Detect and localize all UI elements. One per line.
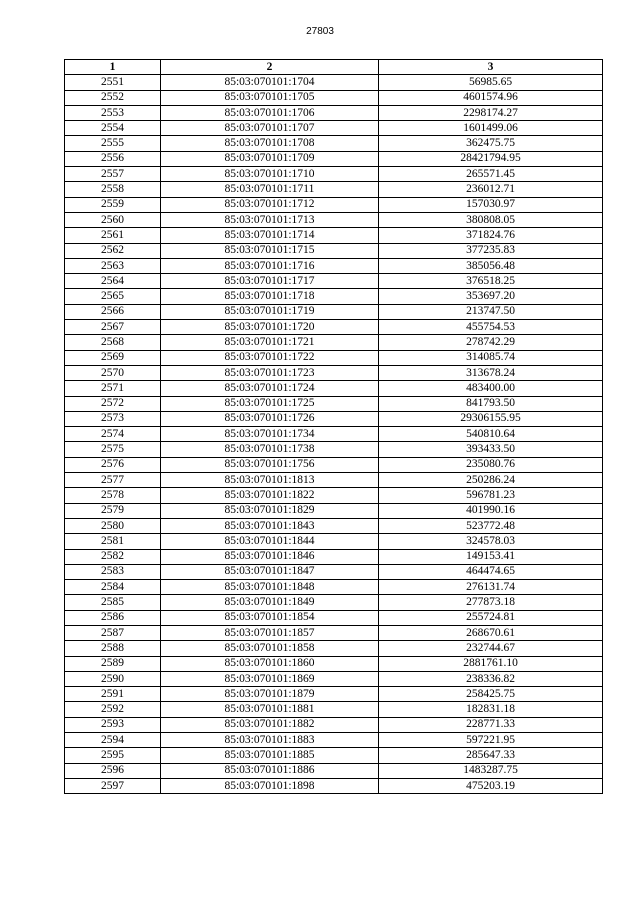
cadastral-number-cell: 85:03:070101:1883 — [161, 733, 379, 748]
cadastral-number-cell: 85:03:070101:1712 — [161, 197, 379, 212]
cadastral-number-cell: 85:03:070101:1710 — [161, 167, 379, 182]
value-cell: 841793.50 — [379, 396, 603, 411]
row-number-cell: 2583 — [65, 564, 161, 579]
value-cell: 213747.50 — [379, 304, 603, 319]
cadastral-number-cell: 85:03:070101:1898 — [161, 778, 379, 793]
cadastral-number-cell: 85:03:070101:1822 — [161, 488, 379, 503]
table-row — [65, 182, 603, 197]
table-row — [65, 702, 603, 717]
table-row — [65, 75, 603, 90]
table-row — [65, 243, 603, 258]
row-number-cell: 2588 — [65, 641, 161, 656]
value-cell: 377235.83 — [379, 243, 603, 258]
row-number-cell: 2554 — [65, 121, 161, 136]
value-cell: 4601574.96 — [379, 90, 603, 105]
cadastral-number-cell: 85:03:070101:1869 — [161, 671, 379, 686]
table-row — [65, 136, 603, 151]
value-cell: 232744.67 — [379, 641, 603, 656]
cadastral-number-cell: 85:03:070101:1857 — [161, 625, 379, 640]
cadastral-number-cell: 85:03:070101:1843 — [161, 518, 379, 533]
row-number-cell: 2574 — [65, 427, 161, 442]
row-number-cell: 2575 — [65, 442, 161, 457]
table-row — [65, 381, 603, 396]
cadastral-value-table — [64, 59, 603, 794]
cadastral-number-cell: 85:03:070101:1717 — [161, 274, 379, 289]
value-cell: 268670.61 — [379, 625, 603, 640]
row-number-cell: 2578 — [65, 488, 161, 503]
row-number-cell: 2557 — [65, 167, 161, 182]
value-cell: 313678.24 — [379, 365, 603, 380]
row-number-cell: 2596 — [65, 763, 161, 778]
cadastral-number-cell: 85:03:070101:1848 — [161, 580, 379, 595]
cadastral-number-cell: 85:03:070101:1734 — [161, 427, 379, 442]
row-number-cell: 2569 — [65, 350, 161, 365]
value-cell: 1601499.06 — [379, 121, 603, 136]
table-row — [65, 610, 603, 625]
value-cell: 182831.18 — [379, 702, 603, 717]
table-row — [65, 748, 603, 763]
table-row — [65, 733, 603, 748]
cadastral-number-cell: 85:03:070101:1879 — [161, 687, 379, 702]
cadastral-number-cell: 85:03:070101:1881 — [161, 702, 379, 717]
value-cell: 324578.03 — [379, 534, 603, 549]
value-cell: 236012.71 — [379, 182, 603, 197]
table-row — [65, 503, 603, 518]
row-number-cell: 2594 — [65, 733, 161, 748]
value-cell: 455754.53 — [379, 320, 603, 335]
cadastral-number-cell: 85:03:070101:1721 — [161, 335, 379, 350]
column-header-3: 3 — [379, 60, 603, 75]
row-number-cell: 2573 — [65, 411, 161, 426]
table-row — [65, 534, 603, 549]
row-number-cell: 2555 — [65, 136, 161, 151]
row-number-cell: 2577 — [65, 473, 161, 488]
value-cell: 228771.33 — [379, 717, 603, 732]
value-cell: 265571.45 — [379, 167, 603, 182]
value-cell: 157030.97 — [379, 197, 603, 212]
cadastral-number-cell: 85:03:070101:1706 — [161, 105, 379, 120]
value-cell: 149153.41 — [379, 549, 603, 564]
table-row — [65, 763, 603, 778]
cadastral-number-cell: 85:03:070101:1705 — [161, 90, 379, 105]
row-number-cell: 2566 — [65, 304, 161, 319]
row-number-cell: 2553 — [65, 105, 161, 120]
row-number-cell: 2584 — [65, 580, 161, 595]
value-cell: 2298174.27 — [379, 105, 603, 120]
table-row — [65, 427, 603, 442]
table-row — [65, 335, 603, 350]
table-row — [65, 105, 603, 120]
cadastral-number-cell: 85:03:070101:1713 — [161, 212, 379, 227]
value-cell: 250286.24 — [379, 473, 603, 488]
page-number: 27803 — [306, 26, 334, 37]
cadastral-number-cell: 85:03:070101:1846 — [161, 549, 379, 564]
cadastral-number-cell: 85:03:070101:1849 — [161, 595, 379, 610]
value-cell: 483400.00 — [379, 381, 603, 396]
table-row — [65, 442, 603, 457]
row-number-cell: 2552 — [65, 90, 161, 105]
table-row — [65, 671, 603, 686]
row-number-cell: 2591 — [65, 687, 161, 702]
row-number-cell: 2579 — [65, 503, 161, 518]
cadastral-number-cell: 85:03:070101:1860 — [161, 656, 379, 671]
row-number-cell: 2585 — [65, 595, 161, 610]
row-number-cell: 2586 — [65, 610, 161, 625]
row-number-cell: 2568 — [65, 335, 161, 350]
value-cell: 380808.05 — [379, 212, 603, 227]
table-row — [65, 167, 603, 182]
cadastral-number-cell: 85:03:070101:1829 — [161, 503, 379, 518]
table-row — [65, 90, 603, 105]
cadastral-number-cell: 85:03:070101:1725 — [161, 396, 379, 411]
value-cell: 401990.16 — [379, 503, 603, 518]
table-row — [65, 320, 603, 335]
column-header-2: 2 — [161, 60, 379, 75]
row-number-cell: 2590 — [65, 671, 161, 686]
row-number-cell: 2571 — [65, 381, 161, 396]
table-row — [65, 121, 603, 136]
row-number-cell: 2564 — [65, 274, 161, 289]
table-row — [65, 411, 603, 426]
value-cell: 235080.76 — [379, 457, 603, 472]
row-number-cell: 2595 — [65, 748, 161, 763]
value-cell: 376518.25 — [379, 274, 603, 289]
value-cell: 523772.48 — [379, 518, 603, 533]
table-row — [65, 595, 603, 610]
cadastral-number-cell: 85:03:070101:1718 — [161, 289, 379, 304]
table-row — [65, 473, 603, 488]
header-row — [65, 60, 603, 75]
value-cell: 29306155.95 — [379, 411, 603, 426]
row-number-cell: 2565 — [65, 289, 161, 304]
cadastral-number-cell: 85:03:070101:1847 — [161, 564, 379, 579]
value-cell: 56985.65 — [379, 75, 603, 90]
value-cell: 597221.95 — [379, 733, 603, 748]
table-row — [65, 365, 603, 380]
table-row — [65, 212, 603, 227]
table-row — [65, 304, 603, 319]
table-body — [65, 75, 603, 794]
row-number-cell: 2560 — [65, 212, 161, 227]
table-row — [65, 151, 603, 166]
row-number-cell: 2581 — [65, 534, 161, 549]
row-number-cell: 2589 — [65, 656, 161, 671]
table-row — [65, 625, 603, 640]
cadastral-number-cell: 85:03:070101:1719 — [161, 304, 379, 319]
value-cell: 258425.75 — [379, 687, 603, 702]
cadastral-number-cell: 85:03:070101:1844 — [161, 534, 379, 549]
table-row — [65, 228, 603, 243]
column-header-1: 1 — [65, 60, 161, 75]
cadastral-number-cell: 85:03:070101:1716 — [161, 258, 379, 273]
row-number-cell: 2567 — [65, 320, 161, 335]
cadastral-number-cell: 85:03:070101:1723 — [161, 365, 379, 380]
value-cell: 2881761.10 — [379, 656, 603, 671]
table-row — [65, 549, 603, 564]
cadastral-number-cell: 85:03:070101:1720 — [161, 320, 379, 335]
value-cell: 385056.48 — [379, 258, 603, 273]
value-cell: 475203.19 — [379, 778, 603, 793]
table-row — [65, 457, 603, 472]
value-cell: 596781.23 — [379, 488, 603, 503]
row-number-cell: 2593 — [65, 717, 161, 732]
value-cell: 540810.64 — [379, 427, 603, 442]
row-number-cell: 2592 — [65, 702, 161, 717]
row-number-cell: 2551 — [65, 75, 161, 90]
table-row — [65, 641, 603, 656]
value-cell: 464474.65 — [379, 564, 603, 579]
table-row — [65, 656, 603, 671]
row-number-cell: 2559 — [65, 197, 161, 212]
row-number-cell: 2580 — [65, 518, 161, 533]
table-row — [65, 778, 603, 793]
value-cell: 285647.33 — [379, 748, 603, 763]
cadastral-number-cell: 85:03:070101:1738 — [161, 442, 379, 457]
cadastral-number-cell: 85:03:070101:1708 — [161, 136, 379, 151]
cadastral-number-cell: 85:03:070101:1885 — [161, 748, 379, 763]
cadastral-number-cell: 85:03:070101:1722 — [161, 350, 379, 365]
value-cell: 1483287.75 — [379, 763, 603, 778]
value-cell: 28421794.95 — [379, 151, 603, 166]
row-number-cell: 2570 — [65, 365, 161, 380]
value-cell: 393433.50 — [379, 442, 603, 457]
cadastral-number-cell: 85:03:070101:1756 — [161, 457, 379, 472]
cadastral-number-cell: 85:03:070101:1711 — [161, 182, 379, 197]
cadastral-number-cell: 85:03:070101:1714 — [161, 228, 379, 243]
row-number-cell: 2558 — [65, 182, 161, 197]
row-number-cell: 2582 — [65, 549, 161, 564]
cadastral-number-cell: 85:03:070101:1813 — [161, 473, 379, 488]
cadastral-number-cell: 85:03:070101:1726 — [161, 411, 379, 426]
value-cell: 277873.18 — [379, 595, 603, 610]
table-row — [65, 197, 603, 212]
row-number-cell: 2556 — [65, 151, 161, 166]
row-number-cell: 2572 — [65, 396, 161, 411]
value-cell: 255724.81 — [379, 610, 603, 625]
value-cell: 276131.74 — [379, 580, 603, 595]
table-row — [65, 350, 603, 365]
table-row — [65, 396, 603, 411]
table-row — [65, 488, 603, 503]
cadastral-number-cell: 85:03:070101:1704 — [161, 75, 379, 90]
cadastral-number-cell: 85:03:070101:1707 — [161, 121, 379, 136]
value-cell: 314085.74 — [379, 350, 603, 365]
row-number-cell: 2562 — [65, 243, 161, 258]
row-number-cell: 2576 — [65, 457, 161, 472]
table-row — [65, 518, 603, 533]
value-cell: 238336.82 — [379, 671, 603, 686]
table-row — [65, 564, 603, 579]
table-row — [65, 687, 603, 702]
cadastral-number-cell: 85:03:070101:1854 — [161, 610, 379, 625]
row-number-cell: 2563 — [65, 258, 161, 273]
value-cell: 371824.76 — [379, 228, 603, 243]
cadastral-number-cell: 85:03:070101:1715 — [161, 243, 379, 258]
value-cell: 362475.75 — [379, 136, 603, 151]
cadastral-number-cell: 85:03:070101:1882 — [161, 717, 379, 732]
value-cell: 278742.29 — [379, 335, 603, 350]
table-row — [65, 289, 603, 304]
value-cell: 353697.20 — [379, 289, 603, 304]
cadastral-number-cell: 85:03:070101:1858 — [161, 641, 379, 656]
row-number-cell: 2587 — [65, 625, 161, 640]
row-number-cell: 2597 — [65, 778, 161, 793]
cadastral-number-cell: 85:03:070101:1709 — [161, 151, 379, 166]
row-number-cell: 2561 — [65, 228, 161, 243]
table-row — [65, 717, 603, 732]
cadastral-number-cell: 85:03:070101:1886 — [161, 763, 379, 778]
table-row — [65, 580, 603, 595]
table-row — [65, 258, 603, 273]
cadastral-number-cell: 85:03:070101:1724 — [161, 381, 379, 396]
table-row — [65, 274, 603, 289]
